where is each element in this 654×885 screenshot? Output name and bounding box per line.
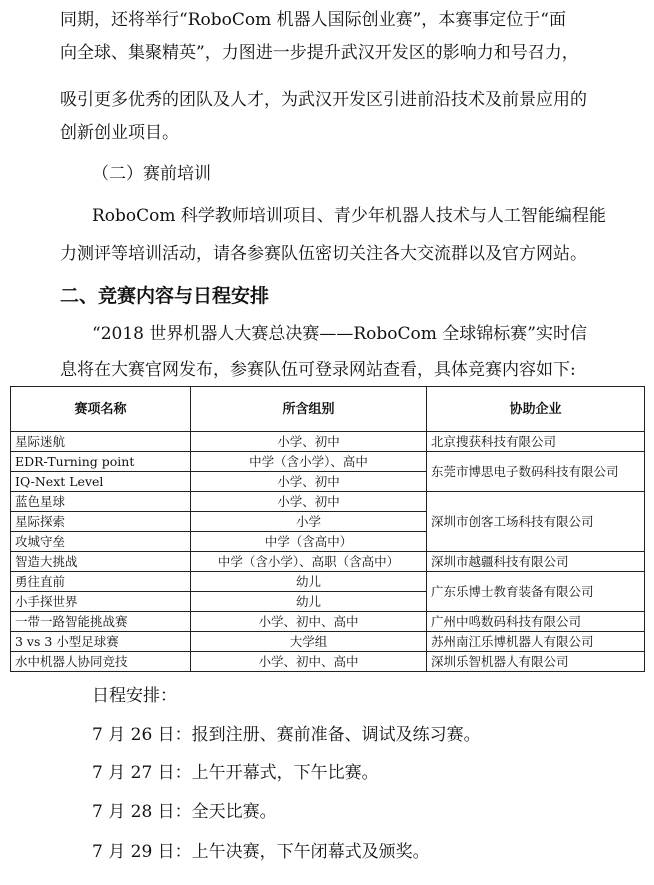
schedule-item: 7 月 26 日：报到注册、赛前准备、调试及练习赛。 — [92, 725, 481, 745]
sub-heading: （二）赛前培训 — [92, 164, 211, 184]
paragraph-line: 力测评等培训活动，请各参赛队伍密切关注各大交流群以及官方网站。 — [60, 244, 587, 264]
event-company: 苏州南江乐博机器人有限公司 — [427, 632, 645, 652]
event-group: 小学、初中、高中 — [191, 612, 427, 632]
schedule-item: 7 月 29 日：上午决赛，下午闭幕式及颁奖。 — [92, 842, 430, 862]
event-name: 蓝色星球 — [11, 492, 191, 512]
event-company: 深圳市越疆科技有限公司 — [427, 552, 645, 572]
paragraph-line: 吸引更多优秀的团队及人才，为武汉开发区引进前沿技术及前景应用的 — [60, 90, 587, 110]
event-company: 深圳市创客工场科技有限公司 — [427, 492, 645, 552]
section-heading: 二、竞赛内容与日程安排 — [60, 285, 270, 307]
event-group: 中学（含小学）、高职（含高中） — [191, 552, 427, 572]
event-name: 星际迷航 — [11, 432, 191, 452]
paragraph-line: 同期，还将举行“RoboCom 机器人国际创业赛”，本赛事定位于“面 — [60, 10, 566, 30]
event-name: 勇往直前 — [11, 572, 191, 592]
event-group: 幼儿 — [191, 572, 427, 592]
paragraph-line: “2018 世界机器人大赛总决赛——RoboCom 全球锦标赛”实时信 — [92, 324, 587, 344]
table-row — [11, 492, 645, 512]
event-name: 智造大挑战 — [11, 552, 191, 572]
event-name: 水中机器人协同竞技 — [11, 652, 191, 672]
event-name: 小手探世界 — [11, 592, 191, 612]
event-company: 广东乐博士教育装备有限公司 — [427, 572, 645, 612]
table-row — [11, 432, 645, 452]
event-name: 3 vs 3 小型足球赛 — [11, 632, 191, 652]
schedule-title: 日程安排： — [92, 686, 177, 706]
table-row — [11, 572, 645, 592]
table-row — [11, 652, 645, 672]
event-company: 东莞市博思电子数码科技有限公司 — [427, 452, 645, 492]
event-company: 深圳乐智机器人有限公司 — [427, 652, 645, 672]
event-company: 北京搜获科技有限公司 — [427, 432, 645, 452]
table-row — [11, 612, 645, 632]
event-group: 小学 — [191, 512, 427, 532]
paragraph-line: 创新创业项目。 — [60, 123, 179, 143]
table-row — [11, 452, 645, 472]
event-group: 中学（含高中） — [191, 532, 427, 552]
event-name: 一带一路智能挑战赛 — [11, 612, 191, 632]
header-company: 协助企业 — [427, 387, 645, 432]
schedule-item: 7 月 28 日：全天比赛。 — [92, 802, 277, 822]
table-row — [11, 552, 645, 572]
event-group: 幼儿 — [191, 592, 427, 612]
event-group: 中学（含小学）、高中 — [191, 452, 427, 472]
table-header-row — [11, 387, 645, 432]
event-name: IQ-Next Level — [11, 472, 191, 492]
event-group: 大学组 — [191, 632, 427, 652]
header-event-name: 赛项名称 — [11, 387, 191, 432]
event-group: 小学、初中 — [191, 492, 427, 512]
schedule-item: 7 月 27 日：上午开幕式，下午比赛。 — [92, 763, 379, 783]
paragraph-line: RoboCom 科学教师培训项目、青少年机器人技术与人工智能编程能 — [92, 206, 606, 226]
event-name: 星际探索 — [11, 512, 191, 532]
event-name: EDR-Turning point — [11, 452, 191, 472]
event-name: 攻城守垒 — [11, 532, 191, 552]
paragraph-line: 向全球、集聚精英”，力图进一步提升武汉开发区的影响力和号召力， — [60, 43, 579, 63]
event-group: 小学、初中 — [191, 472, 427, 492]
event-group: 小学、初中 — [191, 432, 427, 452]
events-table — [10, 386, 645, 672]
event-company: 广州中鸣数码科技有限公司 — [427, 612, 645, 632]
paragraph-line: 息将在大赛官网发布，参赛队伍可登录网站查看，具体竞赛内容如下: — [60, 360, 576, 380]
header-group: 所含组别 — [191, 387, 427, 432]
table-row — [11, 632, 645, 652]
event-group: 小学、初中、高中 — [191, 652, 427, 672]
